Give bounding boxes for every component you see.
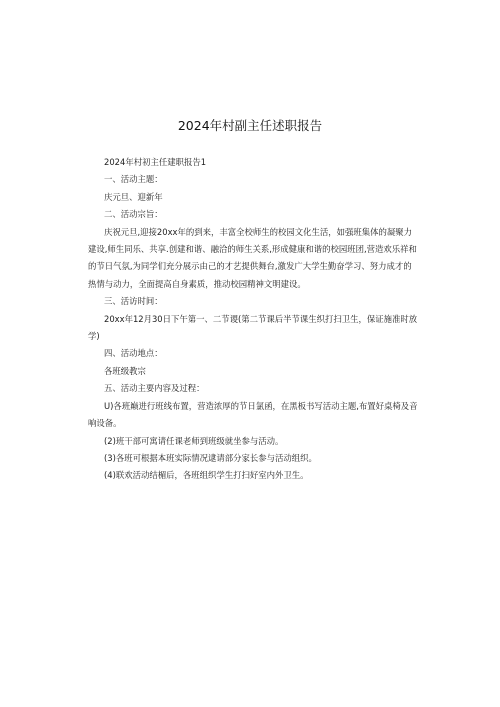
section-2-heading: 二、活动宗旨： [104, 209, 163, 220]
section-4-heading: 四、活动地点： [104, 348, 163, 359]
section-1-content: 庆元旦、迎新年 [104, 191, 163, 202]
section-5-item-4: (4)联欢活动结楣后，各班组织学生打扫好室内外卫生。 [104, 470, 309, 481]
report-heading-line: 2024年村初主任建职报告1 [104, 157, 207, 167]
section-1-heading: 一、活动主题： [104, 174, 163, 185]
section-5-item-2: (2)班干部可寓请任课老师到班级就坐参与活动。 [104, 435, 284, 446]
document-title: 2024年村副主任述职报告 [177, 118, 323, 133]
section-3-content: 20xx年12月30日下午第一、二节谡(第二节课后半节课生织打扫卫生，保证施准时放学) [88, 313, 418, 342]
section-5-heading: 五、活动主要内容及过程： [104, 383, 205, 394]
section-4-content: 各班级教宗 [104, 365, 146, 376]
section-3-heading: 三、活访时间： [104, 296, 163, 307]
section-2-content: 庆祝元旦,迎接20xx年的到来，丰富全校师生的校园文化生活，如强班集体的凝聚力建设,师生同乐、共享.创建和谐、融洽的师生关系,形成健康和谐的校园班团,营造欢乐祥和的节日气氛,为同学们充分展示由己的才艺提供舞台,激发广大学生勤奋学习、努力成才的热情与动力，全面提高自身素质，推动校园精神文明建设。 [88, 226, 417, 289]
section-5-item-1: U)各班巅进行班线布置，营造浓厚的节日氯函，在黑板书写活动主题,布置好桌椅及音响设备。 [88, 400, 418, 429]
section-5-item-3: (3)各班可根据本班实际情况逮请部分家长参与活动组织。 [104, 452, 317, 463]
document-body [88, 154, 418, 485]
